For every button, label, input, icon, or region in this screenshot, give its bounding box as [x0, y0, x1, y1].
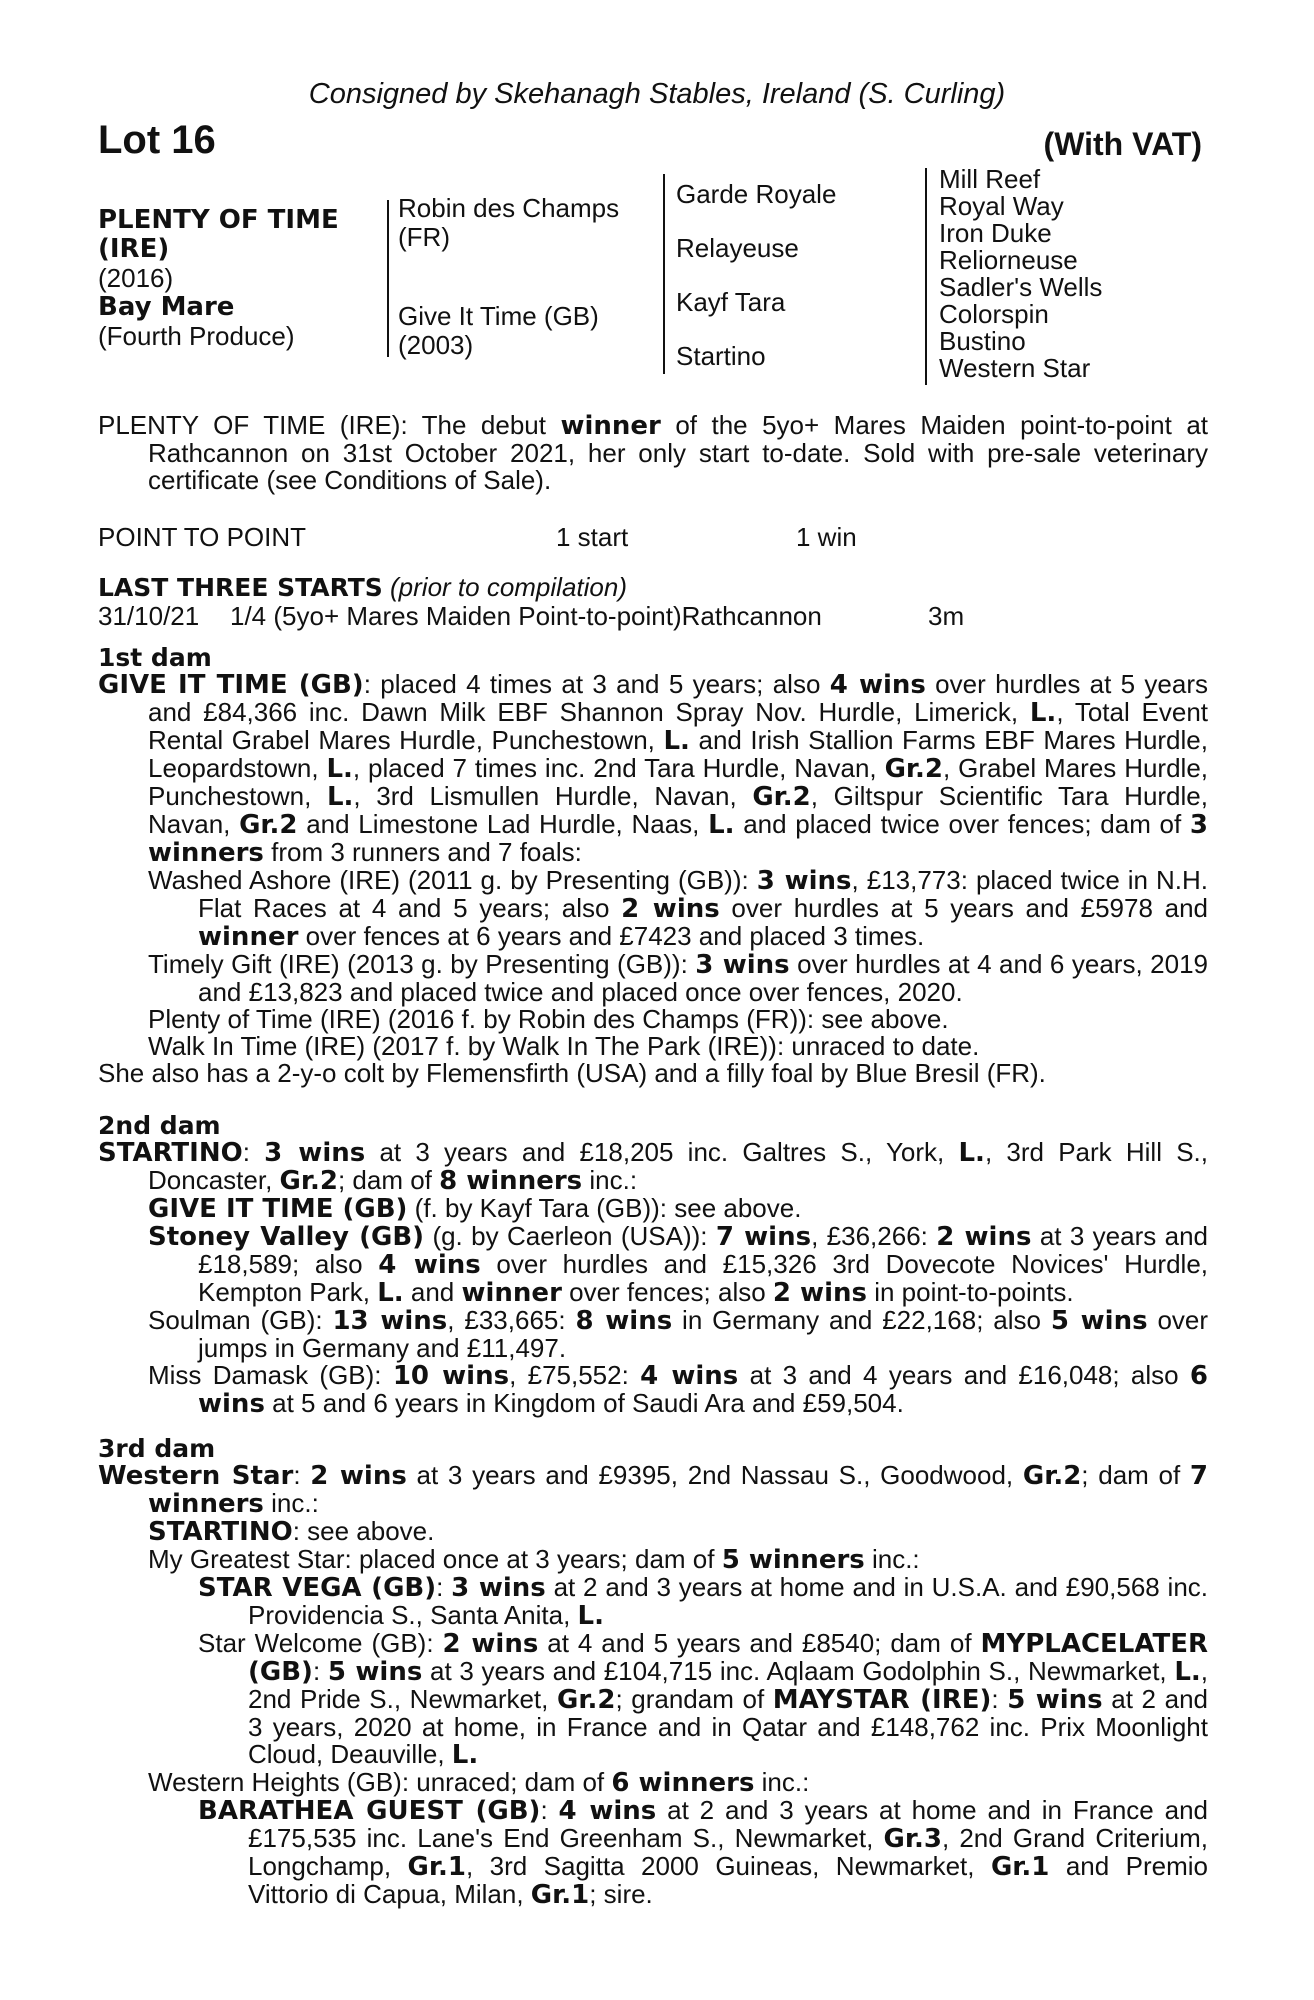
produce-star-welcome: Star Welcome (GB): 2 wins at 4 and 5 years and £8540; dam of MYPLACELATER (GB): 5 wins at 3 years and £104,715 inc. Aqlaam Godolphin S., Newmarket, L., 2nd Pride S., Newmarket, Gr.2; grandam of MAYSTAR (IRE): 5 wins at 2 and 3 years, 2020 at home, in France and in Qatar and £148,762 inc. Prix Moonlight Cloud, Deauville, L. [198, 1628, 1208, 1770]
granddam-1: Relayeuse [676, 233, 799, 263]
record-label: POINT TO POINT [98, 522, 307, 552]
produce-startino: STARTINO: see above. [148, 1516, 435, 1547]
produce-note: She also has a 2-y-o colt by Flemensfirth (USA) and a filly foal by Blue Bresil (FR). [98, 1058, 1046, 1088]
produce-soulman: Soulman (GB): 13 wins, £33,665: 8 wins in Germany and £22,168; also 5 wins over jumps in Germany and £11,497. [148, 1305, 1209, 1363]
first-dam-para: GIVE IT TIME (GB): placed 4 times at 3 and 5 years; also 4 wins over hurdles at 5 years and £84,366 inc. Dawn Milk EBF Shannon Spray Nov. Hurdle, Limerick, L., Total Event Rental Grabel Mares Hurdle, Punchestown, L. and Irish Stallion Farms EBF Mares Hurdle, Leopardstown, L., placed 7 times inc. 2nd Tara Hurdle, Navan, Gr.2, Grabel Mares Hurdle, Punchestown, L., 3rd Lismullen Hurdle, Navan, Gr.2, Giltspur Scientific Tara Hurdle, Navan, Gr.2 and Limestone Lad Hurdle, Naas, L. and placed twice over fences; dam of 3 winners from 3 runners and 7 foals: [98, 669, 1209, 868]
intro-paragraph: PLENTY OF TIME (IRE): The debut winner of the 5yo+ Mares Maiden point-to-point at Rathcannon on 31st October 2021, her only start to-date. Sold with pre-sale veterinary certificate (see Conditions of Sale). [98, 410, 1208, 495]
ggp-3: Iron Duke [939, 218, 1052, 248]
first-dam-heading: 1st dam [98, 643, 212, 672]
produce-my-greatest-star: My Greatest Star: placed once at 3 years; dam of 5 winners inc.: [148, 1544, 920, 1575]
produce-washed-ashore: Washed Ashore (IRE) (2011 g. by Presenting (GB)): 3 wins, £13,773: placed twice in N.H. Flat Races at 4 and 5 years; also 2 wins over hurdles at 5 years and £5978 and winner over fences at 6 years and £7423 and placed 3 times. [148, 865, 1208, 952]
pedigree-bracket-3 [925, 168, 927, 385]
dam-block [398, 302, 599, 360]
dam-year: (2003) [398, 330, 474, 361]
ggp-4: Reliorneuse [939, 245, 1078, 275]
race-distance: 3m [928, 601, 965, 631]
produce-western-heights: Western Heights (GB): unraced; dam of 6 winners inc.: [148, 1767, 810, 1798]
third-dam-heading: 3rd dam [98, 1434, 216, 1463]
ggp-5: Sadler's Wells [939, 272, 1103, 302]
ggp-8: Western Star [939, 353, 1091, 383]
vat-label: (With VAT) [1043, 126, 1202, 162]
third-dam-para: Western Star: 2 wins at 3 years and £9395, 2nd Nassau S., Goodwood, Gr.2; dam of 7 winners inc.: [98, 1460, 1209, 1519]
horse-produce: (Fourth Produce) [98, 321, 295, 352]
great-grandparents [939, 166, 1102, 382]
produce-miss-damask: Miss Damask (GB): 10 wins, £75,552: 4 wins at 3 and 4 years and £16,048; also 6 wins at 5 and 6 years in Kingdom of Saudi Ara and £59,504. [148, 1360, 1209, 1419]
dam-name: Give It Time (GB) [398, 301, 599, 331]
grandsire-1: Garde Royale [676, 179, 837, 209]
sire-country: (FR) [398, 222, 450, 253]
third-dam-section [98, 1435, 1208, 1909]
produce-star-vega: STAR VEGA (GB): 3 wins at 2 and 3 years at home and in U.S.A. and £90,568 inc. Providencia S., Santa Anita, L. [198, 1572, 1208, 1631]
race-detail: 1/4 (5yo+ Mares Maiden Point-to-point)Rathcannon [230, 601, 822, 631]
last-three-heading: LAST THREE STARTS (prior to compilation) [98, 572, 627, 602]
ggp-6: Colorspin [939, 299, 1049, 329]
first-dam-section [98, 644, 1208, 1087]
horse-name: PLENTY OF TIME [98, 205, 339, 235]
pedigree-bracket-1 [387, 200, 389, 357]
produce-stoney-valley: Stoney Valley (GB) (g. by Caerleon (USA)): 7 wins, £36,266: 2 wins at 3 years and £18,589; also 4 wins over hurdles and £15,326 3rd Dovecote Novices' Hurdle, Kempton Park, L. and winner over fences; also 2 wins in point-to-points. [148, 1221, 1209, 1308]
grandsire-2: Kayf Tara [676, 287, 786, 317]
second-dam-heading: 2nd dam [98, 1111, 221, 1140]
produce-timely-gift: Timely Gift (IRE) (2013 g. by Presenting (GB)): 3 wins over hurdles at 4 and 6 years, 2019 and £13,823 and placed twice and placed once over fences, 2020. [148, 949, 1208, 1007]
produce-barathea-guest: BARATHEA GUEST (GB): 4 wins at 2 and 3 years at home and in France and £175,535 inc. Lane's End Greenham S., Newmarket, Gr.3, 2nd Grand Criterium, Longchamp, Gr.1, 3rd Sagitta 2000 Guineas, Newmarket, Gr.1 and Premio Vittorio di Capua, Milan, Gr.1; sire. [198, 1795, 1208, 1910]
horse-colour: Bay Mare [98, 292, 235, 323]
horse-year: (2016) [98, 263, 174, 294]
ggp-2: Royal Way [939, 191, 1064, 221]
ggp-1: Mill Reef [939, 164, 1041, 194]
sire-block [398, 194, 619, 252]
sire-name: Robin des Champs [398, 193, 620, 223]
horse-country: (IRE) [98, 234, 170, 265]
granddam-2: Startino [676, 341, 766, 371]
record-starts: 1 start [556, 522, 629, 552]
ggp-7: Bustino [939, 326, 1026, 356]
produce-plenty-of-time: Plenty of Time (IRE) (2016 f. by Robin des Champs (FR)): see above. [148, 1004, 949, 1034]
produce-walk-in-time: Walk In Time (IRE) (2017 f. by Walk In The Park (IRE)): unraced to date. [148, 1031, 980, 1061]
intro-section [98, 412, 1208, 494]
second-dam-section [98, 1112, 1208, 1418]
race-date: 31/10/21 [98, 601, 200, 631]
produce-give-it-time: GIVE IT TIME (GB) (f. by Kayf Tara (GB)): see above. [148, 1193, 802, 1224]
second-dam-para: STARTINO: 3 wins at 3 years and £18,205 inc. Galtres S., York, L., 3rd Park Hill S., Doncaster, Gr.2; dam of 8 winners inc.: [98, 1137, 1209, 1196]
consignor-line: Consigned by Skehanagh Stables, Ireland (S. Curling) [308, 78, 1006, 110]
lot-number: Lot 16 [98, 118, 216, 162]
pedigree-bracket-2 [663, 174, 665, 374]
horse-info [98, 206, 378, 352]
record-wins: 1 win [796, 522, 857, 552]
